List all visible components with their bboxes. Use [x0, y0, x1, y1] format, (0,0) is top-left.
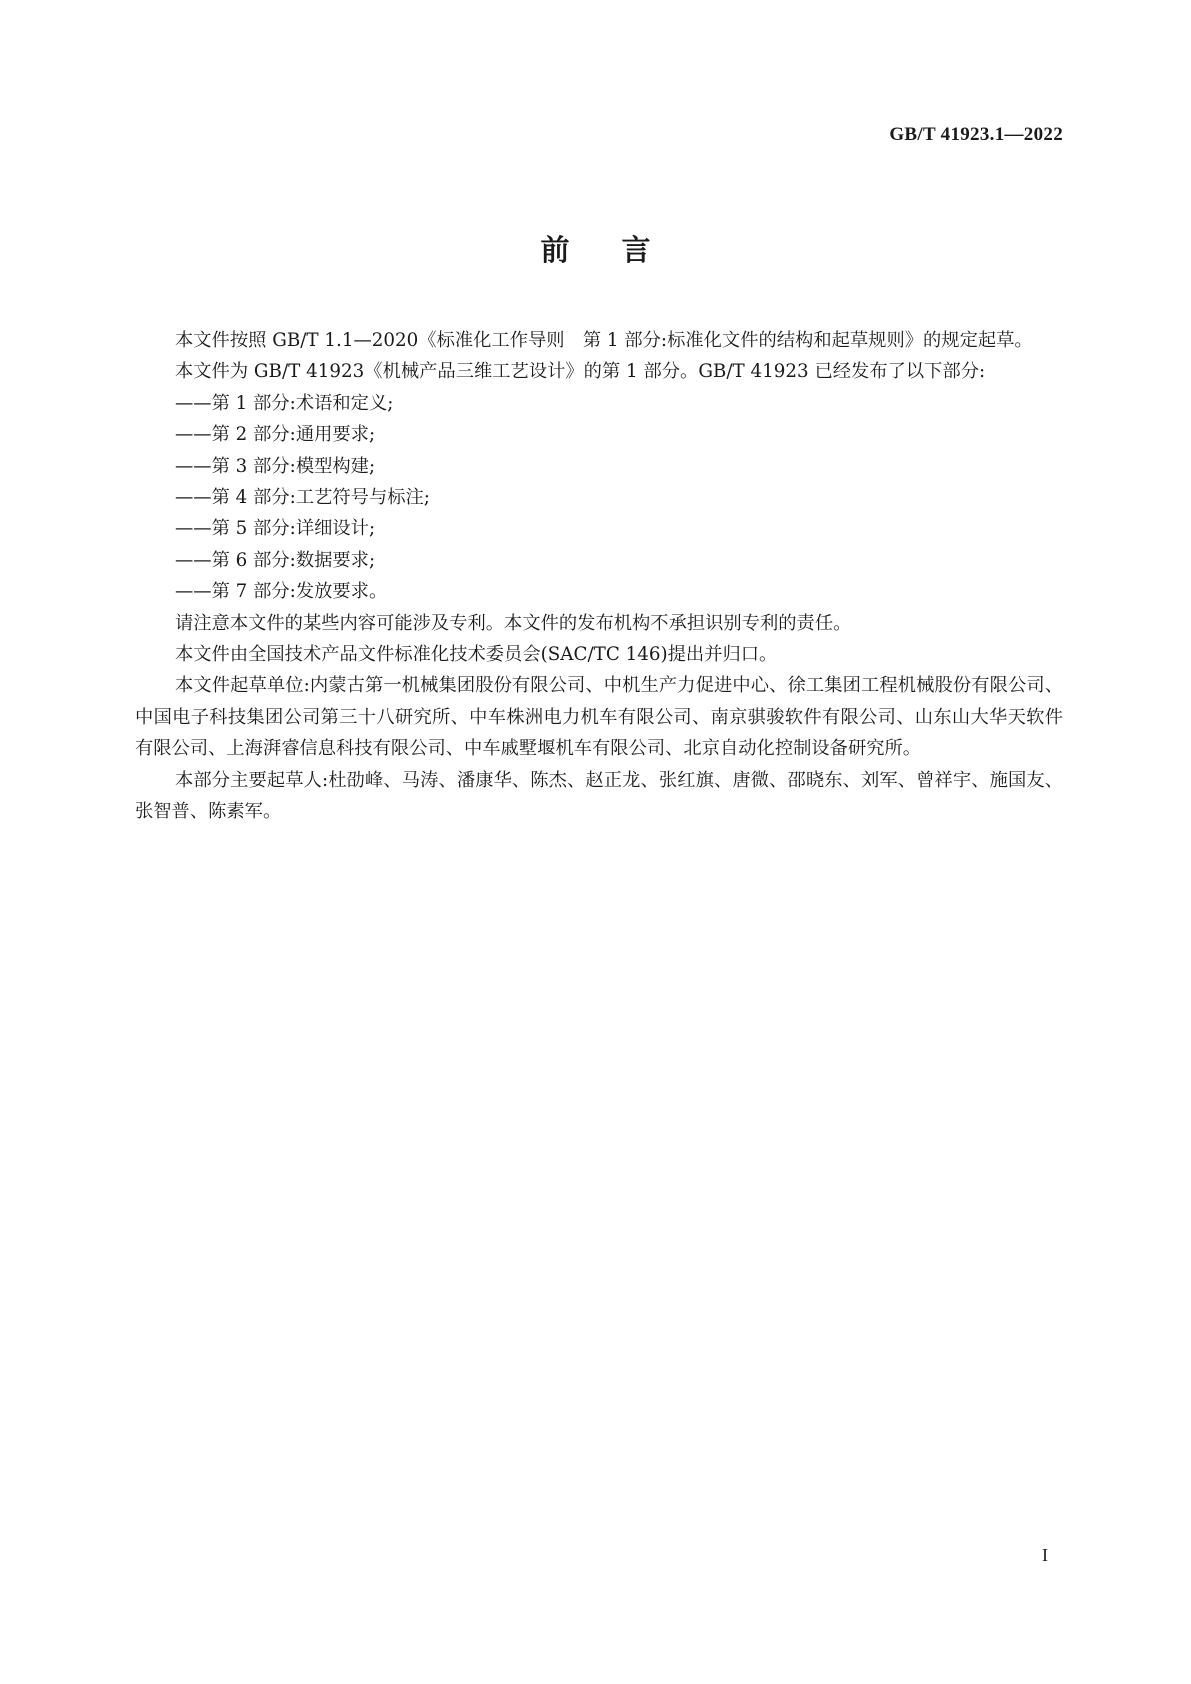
paragraph-drafting-units: 本文件起草单位:内蒙古第一机械集团股份有限公司、中机生产力促进中心、徐工集团工程机械股份有限公司、中国电子科技集团公司第三十八研究所、中车株洲电力机车有限公司、南京骐骏软件有限公司、山东山大华天软件有限公司、上海湃睿信息科技有限公司、中车戚墅堰机车有限公司、北京自动化控制设备研究所。 — [135, 675, 1063, 760]
foreword-body — [135, 325, 1063, 828]
list-item: ——第 6 部分:数据要求; — [175, 549, 376, 571]
paragraph-drafting-rules: 本文件按照 GB/T 1.1—2020《标准化工作导则 第 1 部分:标准化文件的结构和起草规则》的规定起草。 — [175, 330, 1033, 351]
page-title: 前言 — [540, 233, 703, 267]
paragraph-drafters: 本部分主要起草人:杜劭峰、马涛、潘康华、陈杰、赵正龙、张红旗、唐微、邵晓东、刘军、曾祥宇、施国友、张智普、陈素军。 — [135, 769, 1063, 823]
page-number: I — [1042, 1545, 1048, 1565]
paragraph-series-intro: 本文件为 GB/T 41923《机械产品三维工艺设计》的第 1 部分。GB/T 41923 已经发布了以下部分: — [175, 361, 986, 383]
list-item: ——第 1 部分:术语和定义; — [175, 392, 394, 414]
list-item: ——第 2 部分:通用要求; — [175, 424, 376, 446]
list-item: ——第 3 部分:模型构建; — [175, 455, 376, 477]
list-item: ——第 5 部分:详细设计; — [175, 518, 376, 540]
paragraph-committee: 本文件由全国技术产品文件标准化技术委员会(SAC/TC 146)提出并归口。 — [175, 644, 778, 666]
paragraph-patent-notice: 请注意本文件的某些内容可能涉及专利。本文件的发布机构不承担识别专利的责任。 — [175, 612, 852, 634]
standard-code: GB/T 41923.1—2022 — [889, 124, 1063, 145]
list-item: ——第 4 部分:工艺符号与标注; — [175, 487, 430, 509]
list-item: ——第 7 部分:发放要求。 — [175, 581, 388, 603]
